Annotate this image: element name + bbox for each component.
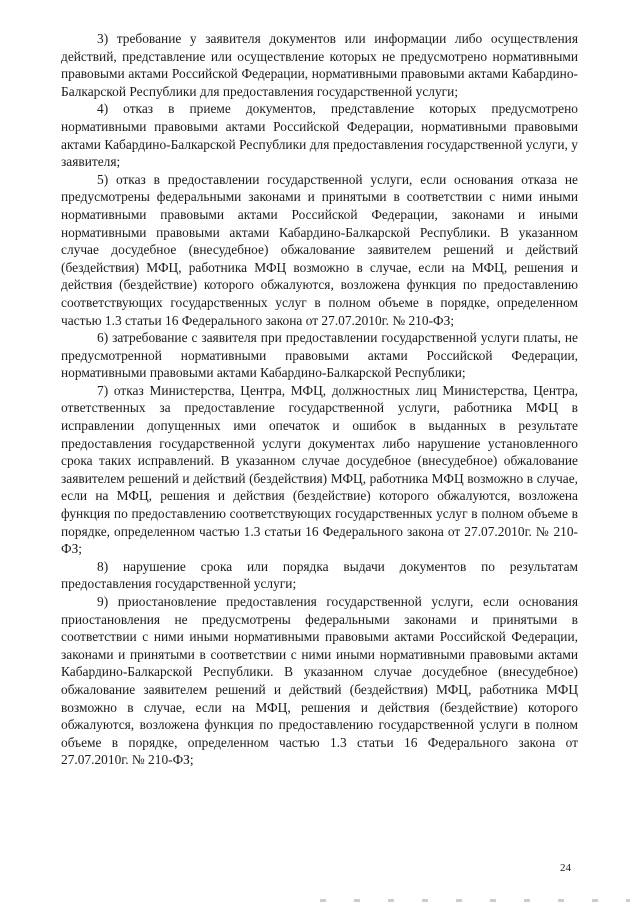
scan-artifact: [320, 899, 630, 902]
paragraph-item-3: 3) требование у заявителя документов или информации либо осуществления действий, представление или осуществление которых не предусмотрено нормативными правовыми актами Российской Федерации, нормативными правовыми актами Кабардино-Балкарской Республики для предоставления государственной услуги;: [61, 31, 578, 99]
paragraph-item-6: 6) затребование с заявителя при предоставлении государственной услуги платы, не предусмотренной нормативными правовыми актами Российской Федерации, нормативными правовыми актами Кабардино-Балкарской Республики;: [61, 330, 578, 381]
document-body: [61, 30, 578, 769]
paragraph-item-4: 4) отказ в приеме документов, представление которых предусмотрено нормативными правовыми актами Российской Федерации, нормативными правовыми актами Кабардино-Балкарской Республики для предоставления государственной услуги, у заявителя;: [61, 101, 578, 170]
paragraph-item-8: 8) нарушение срока или порядка выдачи документов по результатам предоставления государственной услуги;: [61, 558, 578, 592]
paragraph-item-7: 7) отказ Министерства, Центра, МФЦ, должностных лиц Министерства, Центра, ответственных за предоставление государственной услуги, работника МФЦ в исправлении допущенных ими опечаток и ошибок в выданных в результате предоставления государственной услуги документах либо нарушение установленного срока таких исправлений. В указанном случае досудебное (внесудебное) обжалование заявителем решений и действий (бездействия) МФЦ, работника МФЦ возможно в случае, если на МФЦ, решения и действия (бездействие) которого обжалуются, возложена функция по предоставлению соответствующих государственных услуг в полном объеме в порядке, определенном частью 1.3 статьи 16 Федерального закона от 27.07.2010г. № 210-ФЗ;: [61, 382, 578, 557]
paragraph-item-9: 9) приостановление предоставления государственной услуги, если основания приостановления не предусмотрены федеральными законами и принятыми в соответствии с ними иными нормативными правовыми актами Российской Федерации, законами и принятыми в соответствии с ними иными нормативными правовыми актами Кабардино-Балкарской Республики. В указанном случае досудебное (внесудебное) обжалование заявителем решений и действий (бездействия) МФЦ, работника МФЦ возможно в случае, если на МФЦ, решения и действия (бездействие) которого обжалуются, возложена функция по предоставлению государственной услуги в полном объеме в порядке, определенном частью 1.3 статьи 16 Федерального закона от 27.07.2010г. № 210-ФЗ;: [61, 594, 578, 768]
paragraph-item-5: 5) отказ в предоставлении государственной услуги, если основания отказа не предусмотрены федеральными законами и принятыми в соответствии с ними иными нормативными правовыми актами Российской Федерации, законами и иными нормативными правовыми актами Кабардино-Балкарской Республики. В указанном случае досудебное (внесудебное) обжалование заявителем решений и действий (бездействия) МФЦ, работника МФЦ возможно в случае, если на МФЦ, решения и действия (бездействие) которого обжалуются, возложена функция по предоставлению соответствующих государственных услуг в полном объеме в порядке, определенном частью 1.3 статьи 16 Федерального закона от 27.07.2010г. № 210-ФЗ;: [61, 171, 578, 328]
page-number: 24: [560, 862, 571, 874]
